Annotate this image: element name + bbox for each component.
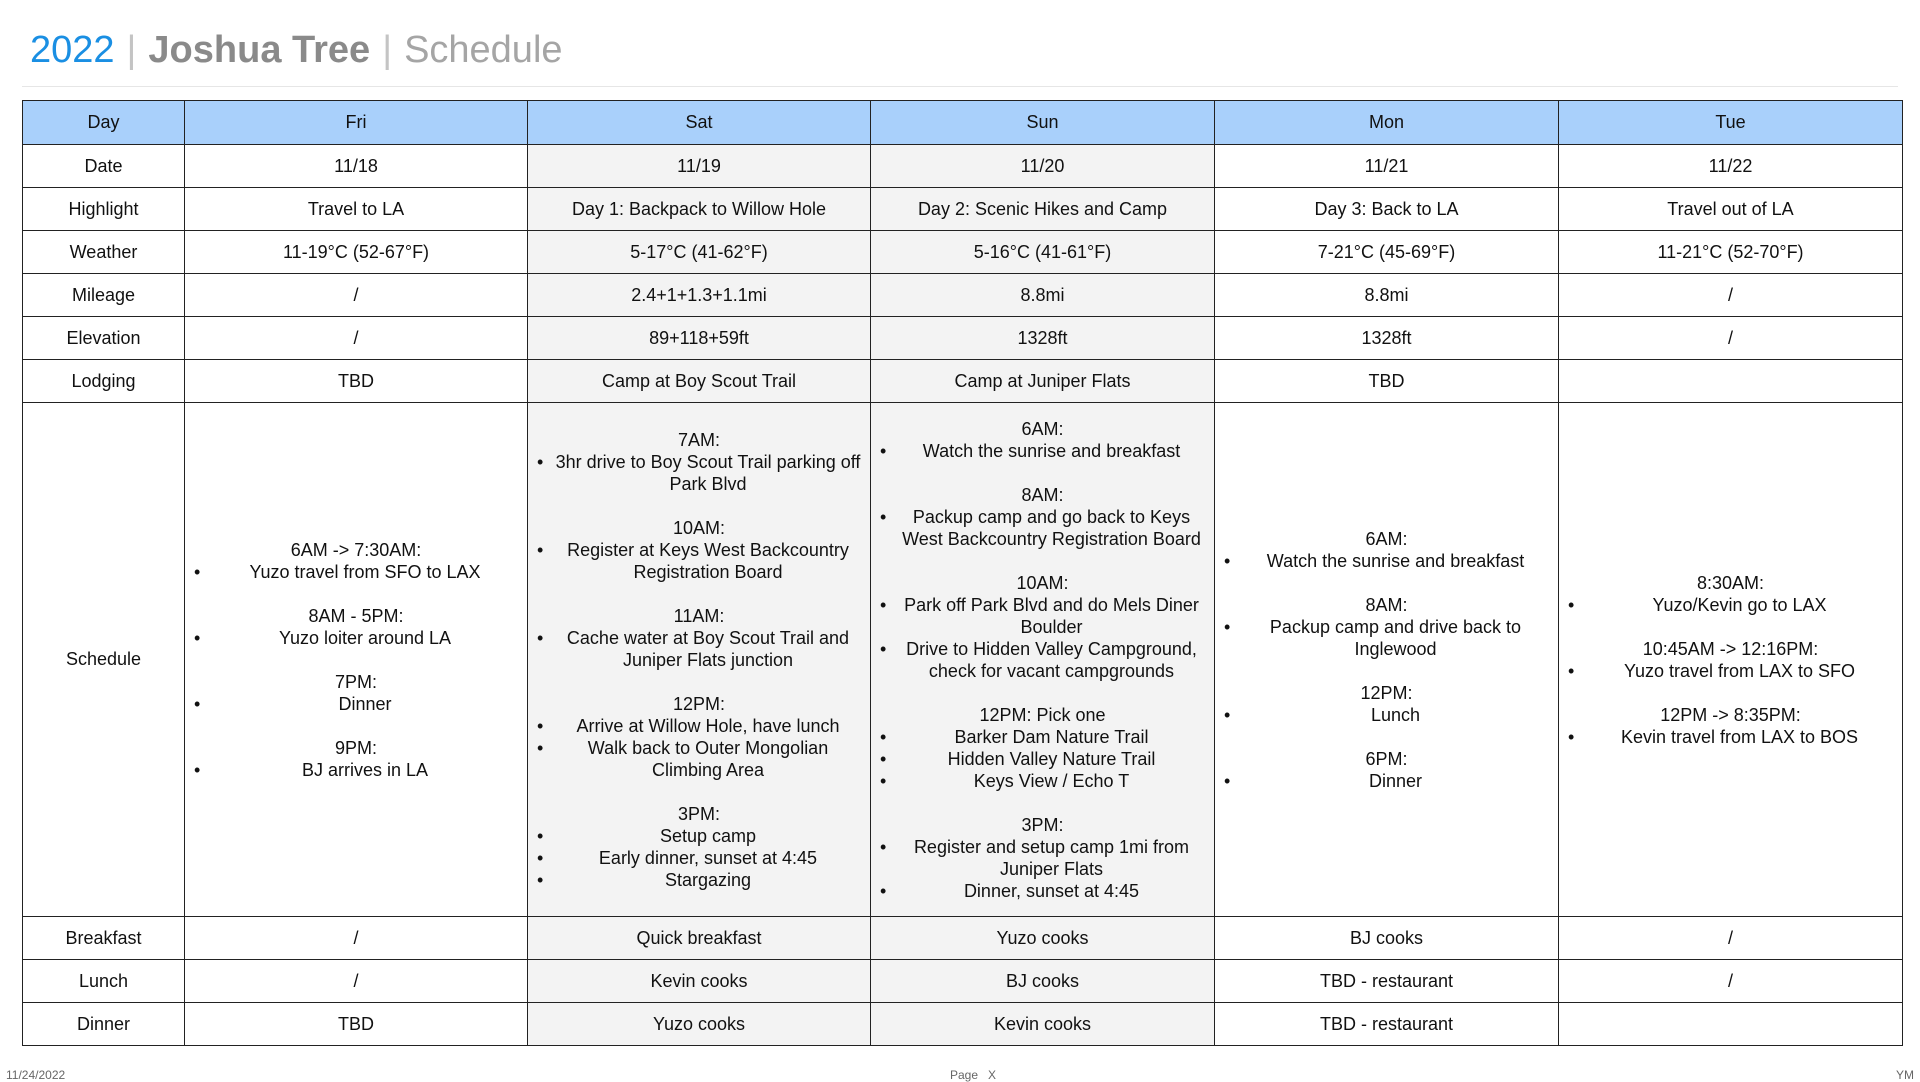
- table-cell: 11-19°C (52-67°F): [185, 231, 528, 274]
- table-cell: BJ cooks: [1215, 917, 1559, 960]
- row-label: Schedule: [23, 403, 185, 917]
- schedule-item: • Setup camp: [536, 825, 862, 847]
- schedule-time: 10:45AM -> 12:16PM:: [1642, 638, 1819, 659]
- schedule-block: [536, 605, 862, 671]
- schedule-time: 8AM:: [1365, 594, 1408, 615]
- schedule-item: • Register at Keys West Backcountry Registration Board: [536, 539, 862, 583]
- table-cell: 7-21°C (45-69°F): [1215, 231, 1559, 274]
- table-cell: 1328ft: [871, 317, 1215, 360]
- table-cell: 11/18: [185, 145, 528, 188]
- schedule-item: • Dinner, sunset at 4:45: [879, 880, 1206, 902]
- table-cell: BJ cooks: [871, 960, 1215, 1003]
- schedule-items: [193, 759, 519, 781]
- table-cell: /: [185, 917, 528, 960]
- table-cell: 5-17°C (41-62°F): [528, 231, 871, 274]
- table-cell: TBD: [1215, 360, 1559, 403]
- table-row: [23, 1003, 1903, 1046]
- table-cell: TBD: [185, 1003, 528, 1046]
- table-cell: /: [185, 960, 528, 1003]
- schedule-items: [879, 836, 1206, 902]
- schedule-time: 6AM -> 7:30AM:: [290, 539, 422, 560]
- schedule-block: [1223, 748, 1550, 792]
- table-cell: Day 3: Back to LA: [1215, 188, 1559, 231]
- row-label: Mileage: [23, 274, 185, 317]
- schedule-block: [1567, 704, 1894, 748]
- schedule-time: 7AM:: [677, 429, 720, 450]
- schedule-time: 12PM:: [1360, 682, 1413, 703]
- schedule-block: [1567, 638, 1894, 682]
- table-cell: Quick breakfast: [528, 917, 871, 960]
- table-cell: Day 2: Scenic Hikes and Camp: [871, 188, 1215, 231]
- schedule-item: • Dinner: [1223, 770, 1550, 792]
- schedule-cell: [185, 403, 528, 917]
- schedule-block: [193, 539, 519, 583]
- header-divider: [22, 86, 1898, 87]
- schedule-time: 3PM:: [1021, 814, 1064, 835]
- schedule-time: 10AM:: [672, 517, 726, 538]
- table-cell: /: [185, 317, 528, 360]
- schedule-block: [879, 704, 1206, 792]
- schedule-items: [1223, 616, 1550, 660]
- schedule-time: 6PM:: [1365, 748, 1408, 769]
- row-label: Weather: [23, 231, 185, 274]
- schedule-item: • Hidden Valley Nature Trail: [879, 748, 1206, 770]
- column-header: Sat: [528, 101, 871, 145]
- schedule-items: [1567, 726, 1894, 748]
- footer-date: 11/24/2022: [6, 1068, 66, 1082]
- schedule-item: • Register and setup camp 1mi from Juniper Flats: [879, 836, 1206, 880]
- schedule-time: 6AM:: [1365, 528, 1408, 549]
- schedule-block: [193, 737, 519, 781]
- table-cell: /: [1559, 317, 1903, 360]
- table-cell: /: [185, 274, 528, 317]
- schedule-time: 10AM:: [1016, 572, 1069, 593]
- table-cell: TBD - restaurant: [1215, 960, 1559, 1003]
- table-cell: 11/21: [1215, 145, 1559, 188]
- schedule-item: • Barker Dam Nature Trail: [879, 726, 1206, 748]
- schedule-items: [1223, 550, 1550, 572]
- schedule-item: • Arrive at Willow Hole, have lunch: [536, 715, 862, 737]
- schedule-block: [536, 429, 862, 495]
- table-row: [23, 917, 1903, 960]
- table-row: [23, 145, 1903, 188]
- schedule-item: • Yuzo travel from SFO to LAX: [193, 561, 519, 583]
- schedule-time: 9PM:: [334, 737, 377, 758]
- table-row: [23, 231, 1903, 274]
- schedule-item: • Packup camp and drive back to Inglewood: [1223, 616, 1550, 660]
- schedule-items: [879, 440, 1206, 462]
- header-separator: |: [126, 28, 137, 71]
- schedule-item: • Lunch: [1223, 704, 1550, 726]
- header-doc-title: Schedule: [404, 28, 563, 71]
- row-label: Breakfast: [23, 917, 185, 960]
- schedule-block: [536, 693, 862, 781]
- schedule-item: • 3hr drive to Boy Scout Trail parking off Park Blvd: [536, 451, 862, 495]
- schedule-time: 11AM:: [673, 605, 725, 626]
- schedule-time: 12PM:: [672, 693, 726, 714]
- column-header: Day: [23, 101, 185, 145]
- schedule-table: [22, 100, 1903, 1046]
- schedule-cell: [1559, 403, 1903, 917]
- schedule-time: 7PM:: [334, 671, 377, 692]
- table-row: [23, 960, 1903, 1003]
- row-label: Dinner: [23, 1003, 185, 1046]
- table-cell: TBD - restaurant: [1215, 1003, 1559, 1046]
- schedule-item: • Yuzo/Kevin go to LAX: [1567, 594, 1894, 616]
- table-cell: 89+118+59ft: [528, 317, 871, 360]
- schedule-time: 12PM -> 8:35PM:: [1660, 704, 1801, 725]
- schedule-block: [1223, 682, 1550, 726]
- schedule-item: • Drive to Hidden Valley Campground, check for vacant campgrounds: [879, 638, 1206, 682]
- schedule-items: [536, 825, 862, 891]
- row-label: Elevation: [23, 317, 185, 360]
- schedule-time: 3PM:: [677, 803, 720, 824]
- schedule-items: [879, 726, 1206, 792]
- table-cell: 1328ft: [1215, 317, 1559, 360]
- schedule-item: • Watch the sunrise and breakfast: [879, 440, 1206, 462]
- footer-page-number: X: [988, 1068, 997, 1082]
- schedule-block: [879, 572, 1206, 682]
- schedule-block: [536, 517, 862, 583]
- footer-initials: YM: [1896, 1068, 1914, 1082]
- table-cell: Yuzo cooks: [871, 917, 1215, 960]
- table-header-row: [23, 101, 1903, 145]
- table-cell: 5-16°C (41-61°F): [871, 231, 1215, 274]
- table-cell: [1559, 1003, 1903, 1046]
- schedule-items: [193, 561, 519, 583]
- schedule-items: [536, 539, 862, 583]
- table-cell: Day 1: Backpack to Willow Hole: [528, 188, 871, 231]
- table-row: [23, 360, 1903, 403]
- schedule-cell: [871, 403, 1215, 917]
- schedule-items: [1223, 704, 1550, 726]
- table-cell: TBD: [185, 360, 528, 403]
- header-place: Joshua Tree: [148, 28, 371, 71]
- schedule-items: [879, 594, 1206, 682]
- column-header: Tue: [1559, 101, 1903, 145]
- table-cell: /: [1559, 960, 1903, 1003]
- schedule-item: • Packup camp and go back to Keys West Backcountry Registration Board: [879, 506, 1206, 550]
- table-cell: Travel to LA: [185, 188, 528, 231]
- schedule-time: 12PM: Pick one: [979, 704, 1106, 725]
- schedule-items: [193, 627, 519, 649]
- table-cell: Travel out of LA: [1559, 188, 1903, 231]
- schedule-row: [23, 403, 1903, 917]
- column-header: Mon: [1215, 101, 1559, 145]
- header-year: 2022: [30, 28, 115, 71]
- schedule-block: [193, 671, 519, 715]
- table-cell: Camp at Boy Scout Trail: [528, 360, 871, 403]
- table-cell: 11/22: [1559, 145, 1903, 188]
- column-header: Fri: [185, 101, 528, 145]
- schedule-items: [1567, 660, 1894, 682]
- schedule-block: [879, 814, 1206, 902]
- schedule-cell: [528, 403, 871, 917]
- schedule-block: [1567, 572, 1894, 616]
- schedule-block: [193, 605, 519, 649]
- table-cell: 8.8mi: [871, 274, 1215, 317]
- table-cell: 11/19: [528, 145, 871, 188]
- schedule-item: • Kevin travel from LAX to BOS: [1567, 726, 1894, 748]
- table-cell: /: [1559, 917, 1903, 960]
- schedule-block: [1223, 528, 1550, 572]
- table-cell: Yuzo cooks: [528, 1003, 871, 1046]
- table-cell: Camp at Juniper Flats: [871, 360, 1215, 403]
- table-cell: 11/20: [871, 145, 1215, 188]
- schedule-item: • Cache water at Boy Scout Trail and Juniper Flats junction: [536, 627, 862, 671]
- schedule-items: [879, 506, 1206, 550]
- table-cell: Kevin cooks: [871, 1003, 1215, 1046]
- schedule-block: [1223, 594, 1550, 660]
- schedule-item: • Park off Park Blvd and do Mels Diner Boulder: [879, 594, 1206, 638]
- schedule-item: • Early dinner, sunset at 4:45: [536, 847, 862, 869]
- table-row: [23, 317, 1903, 360]
- schedule-items: [1567, 594, 1894, 616]
- schedule-items: [1223, 770, 1550, 792]
- schedule-items: [536, 627, 862, 671]
- schedule-items: [536, 715, 862, 781]
- schedule-time: 8AM - 5PM:: [308, 605, 404, 626]
- table-cell: /: [1559, 274, 1903, 317]
- schedule-time: 8:30AM:: [1696, 572, 1765, 593]
- table-cell: 8.8mi: [1215, 274, 1559, 317]
- schedule-item: • Watch the sunrise and breakfast: [1223, 550, 1550, 572]
- schedule-block: [879, 418, 1206, 462]
- schedule-time: 6AM:: [1021, 418, 1064, 439]
- row-label: Highlight: [23, 188, 185, 231]
- column-header: Sun: [871, 101, 1215, 145]
- schedule-time: 8AM:: [1021, 484, 1064, 505]
- table-row: [23, 274, 1903, 317]
- schedule-item: • Yuzo loiter around LA: [193, 627, 519, 649]
- schedule-item: • Keys View / Echo T: [879, 770, 1206, 792]
- schedule-block: [536, 803, 862, 891]
- table-cell: 11-21°C (52-70°F): [1559, 231, 1903, 274]
- footer-page-label: Page: [950, 1068, 979, 1082]
- row-label: Lunch: [23, 960, 185, 1003]
- header-separator: |: [382, 28, 393, 71]
- schedule-cell: [1215, 403, 1559, 917]
- schedule-item: • Dinner: [193, 693, 519, 715]
- table-cell: 2.4+1+1.3+1.1mi: [528, 274, 871, 317]
- schedule-items: [536, 451, 862, 495]
- schedule-item: • Stargazing: [536, 869, 862, 891]
- table-row: [23, 188, 1903, 231]
- table-cell: [1559, 360, 1903, 403]
- table-cell: Kevin cooks: [528, 960, 871, 1003]
- schedule-item: • BJ arrives in LA: [193, 759, 519, 781]
- page-header: [30, 24, 563, 76]
- row-label: Lodging: [23, 360, 185, 403]
- row-label: Date: [23, 145, 185, 188]
- schedule-item: • Yuzo travel from LAX to SFO: [1567, 660, 1894, 682]
- schedule-item: • Walk back to Outer Mongolian Climbing Area: [536, 737, 862, 781]
- schedule-block: [879, 484, 1206, 550]
- schedule-items: [193, 693, 519, 715]
